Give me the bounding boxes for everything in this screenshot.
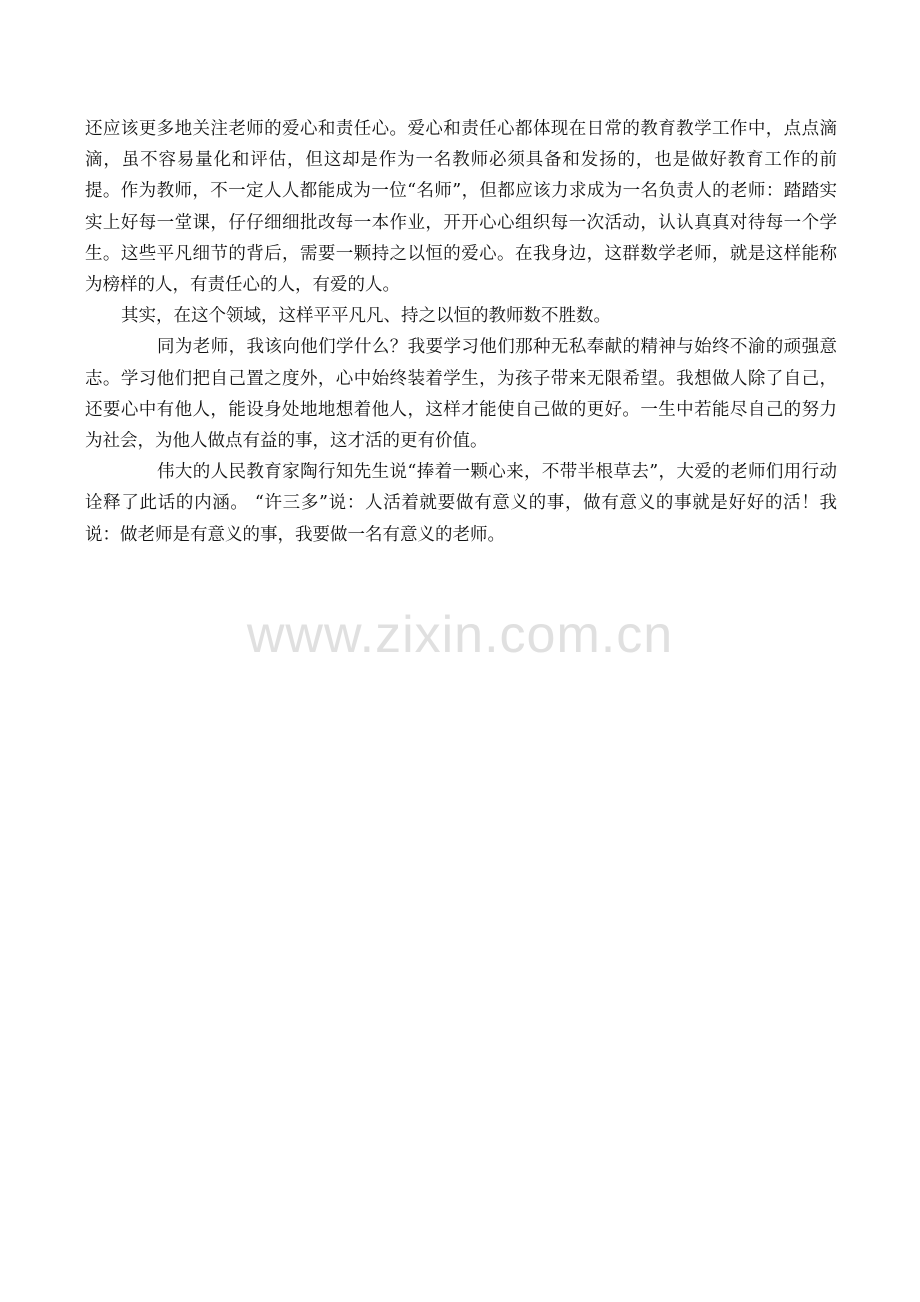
document-body xyxy=(85,114,837,551)
paragraph-4: 伟大的人民教育家陶行知先生说“捧着一颗心来，不带半根草去”，大爱的老师们用行动诠释了此话的内涵。 “许三多”说：人活着就要做有意义的事，做有意义的事就是好好的活！我说：做老师是有意义的事，我要做一名有意义的老师。 xyxy=(85,462,837,545)
paragraph-1: 还应该更多地关注老师的爱心和责任心。爱心和责任心都体现在日常的教育教学工作中，点点滴滴，虽不容易量化和评估，但这却是作为一名教师必须具备和发扬的，也是做好教育工作的前提。作为教师，不一定人人都能成为一位“名师”，但都应该力求成为一名负责人的老师：踏踏实实上好每一堂课，仔仔细细批改每一本作业，开开心心组织每一次活动，认认真真对待每一个学生。这些平凡细节的背后，需要一颗持之以恒的爱心。在我身边，这群数学老师，就是这样能称为榜样的人，有责任心的人，有爱的人。 xyxy=(85,119,837,296)
paragraph-2: 其实，在这个领域，这样平平凡凡、持之以恒的教师数不胜数。 xyxy=(121,306,611,327)
paragraph-3: 同为老师，我该向他们学什么？我要学习他们那种无私奉献的精神与始终不渝的顽强意志。学习他们把自己置之度外，心中始终装着学生，为孩子带来无限希望。我想做人除了自己，还要心中有他人，能设身处地地想着他人，这样才能使自己做的更好。一生中若能尽自己的努力为社会，为他人做点有益的事，这才活的更有价值。 xyxy=(85,337,837,452)
watermark-text: www.zixin.com.cn xyxy=(246,606,674,664)
